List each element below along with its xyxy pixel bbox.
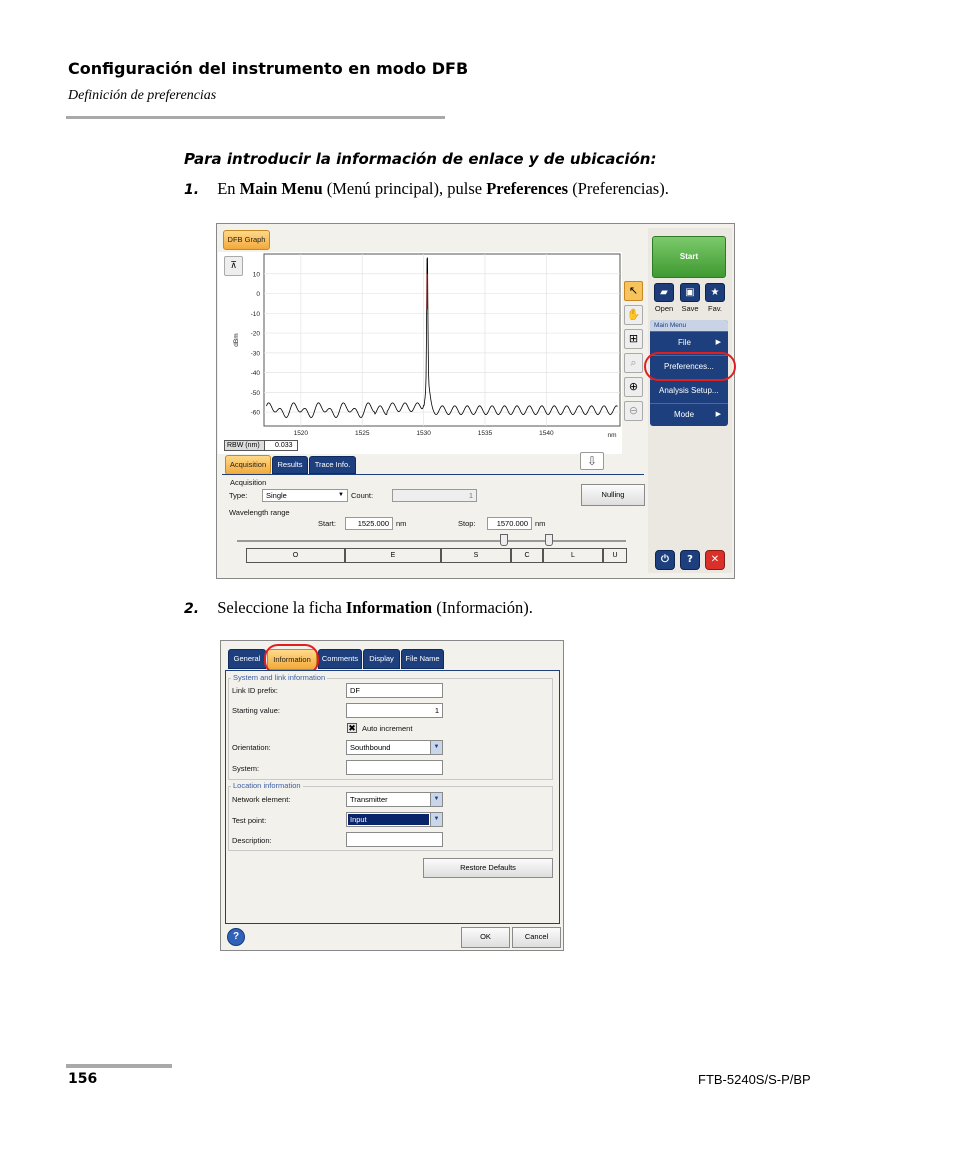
star-icon: ★	[710, 287, 720, 298]
chevron-down-icon: ▼	[338, 492, 344, 498]
step-1-text-c: (Preferencias).	[568, 179, 669, 198]
save-icon: ▣	[685, 287, 695, 298]
step-2-text-b: (Información).	[432, 598, 533, 617]
favorites-label: Fav.	[707, 304, 723, 313]
stop-unit: nm	[535, 519, 546, 528]
arrow-right-icon: ▶	[715, 411, 721, 418]
band-s: S	[441, 548, 511, 563]
page-number: 156	[68, 1071, 98, 1087]
x-tick-label: 1525	[354, 430, 370, 437]
step-1-text-a: En	[217, 179, 240, 198]
orientation-select[interactable]	[346, 740, 443, 755]
save-label: Save	[681, 304, 699, 313]
wavelength-range-label: Wavelength range	[229, 508, 290, 517]
menu-item-file-label: File	[678, 338, 691, 347]
tab-file-name[interactable]: File Name	[401, 649, 444, 669]
chevron-down-icon: ▼	[430, 741, 442, 754]
band-e: E	[345, 548, 441, 563]
step-1-bold-a: Main Menu	[239, 179, 323, 198]
system-link-legend: System and link information	[233, 673, 326, 682]
power-icon[interactable]: ⏻	[655, 550, 675, 570]
starting-value-input[interactable]: 1	[346, 703, 443, 718]
restore-defaults-button[interactable]: Restore Defaults	[423, 858, 553, 878]
help-icon[interactable]: ?	[680, 550, 700, 570]
pan-hand-icon[interactable]: ✋	[624, 305, 643, 325]
tab-comments[interactable]: Comments	[318, 649, 362, 669]
x-axis-label: nm	[607, 432, 617, 439]
tab-results[interactable]: Results	[272, 456, 308, 474]
menu-item-preferences-label: Preferences...	[664, 362, 714, 371]
test-point-select[interactable]	[346, 812, 443, 827]
type-label: Type:	[229, 491, 248, 500]
collapse-arrow-icon[interactable]: ⇩	[580, 452, 604, 470]
dfb-spectrum-chart	[218, 252, 622, 448]
chevron-down-icon: ▼	[430, 793, 442, 806]
x-tick-label: 1520	[293, 430, 309, 437]
step-1-text-b: (Menú principal), pulse	[322, 179, 487, 198]
start-wavelength-input[interactable]: 1525.000	[345, 517, 393, 530]
stop-wavelength-input[interactable]: 1570.000	[487, 517, 532, 530]
cancel-button[interactable]: Cancel	[512, 927, 561, 948]
network-element-label: Network element:	[232, 795, 291, 804]
system-label: System:	[232, 764, 260, 773]
tab-trace-info[interactable]: Trace Info.	[309, 456, 356, 474]
menu-item-file[interactable]	[650, 331, 728, 353]
y-tick-label: -10	[250, 310, 260, 318]
rbw-label: RBW (nm)	[225, 441, 265, 450]
y-tick-label: -50	[250, 389, 260, 397]
band-l: L	[543, 548, 603, 563]
x-tick-label: 1540	[539, 430, 554, 437]
link-prefix-input[interactable]: DF	[346, 683, 443, 698]
open-label: Open	[654, 304, 674, 313]
pointer-tool-icon[interactable]: ↖	[624, 281, 643, 301]
band-o: O	[246, 548, 345, 563]
step-1-number: 1.	[184, 182, 200, 198]
y-tick-label: 0	[256, 291, 260, 299]
link-prefix-label: Link ID prefix:	[232, 686, 278, 695]
procedure-title: Para introducir la información de enlace y de ubicación:	[184, 150, 657, 168]
y-tick-label: -30	[250, 350, 260, 358]
zoom-out-icon[interactable]: ⊖	[624, 401, 643, 421]
zoom-area-icon[interactable]: ⊞	[624, 329, 643, 349]
zoom-icon[interactable]: ⌕	[624, 353, 643, 373]
open-button[interactable]	[654, 283, 674, 302]
y-tick-label: -20	[250, 330, 260, 338]
y-tick-label: 10	[252, 271, 260, 279]
y-tick-label: -40	[250, 370, 260, 378]
tab-information[interactable]: Information	[267, 649, 317, 670]
network-element-value: Transmitter	[350, 795, 388, 804]
product-model: FTB-5240S/S-P/BP	[698, 1072, 811, 1087]
range-start-handle[interactable]	[500, 534, 508, 546]
arrow-right-icon: ▶	[715, 339, 721, 346]
type-select[interactable]	[262, 489, 348, 502]
rbw-value: 0.033	[275, 442, 293, 449]
step-1	[184, 179, 669, 199]
start-button[interactable]: Start	[652, 236, 726, 278]
y-axis-label: dBm	[233, 333, 240, 347]
tab-general[interactable]: General	[228, 649, 266, 669]
type-select-value: Single	[266, 491, 287, 500]
location-legend: Location information	[233, 781, 301, 790]
start-unit: nm	[396, 519, 407, 528]
auto-increment-checkbox[interactable]: ✖	[348, 723, 356, 733]
tab-underline	[222, 474, 644, 475]
save-button[interactable]	[680, 283, 700, 302]
nulling-button[interactable]: Nulling	[581, 484, 645, 506]
band-u: U	[603, 548, 627, 563]
x-tick-label: 1530	[416, 430, 431, 437]
dfb-graph-tab[interactable]: DFB Graph	[223, 230, 270, 250]
menu-item-mode-label: Mode	[674, 410, 695, 419]
main-menu-header: Main Menu	[650, 320, 728, 331]
description-input[interactable]	[346, 832, 443, 847]
count-label: Count:	[351, 491, 374, 500]
orientation-label: Orientation:	[232, 743, 271, 752]
system-input[interactable]	[346, 760, 443, 775]
x-tick-label: 1535	[477, 430, 493, 437]
header-rule	[66, 116, 445, 119]
menu-item-mode[interactable]	[650, 403, 728, 425]
tab-acquisition[interactable]: Acquisition	[225, 455, 271, 475]
section-subtitle: Definición de preferencias	[68, 88, 217, 103]
orientation-value: Southbound	[350, 743, 391, 752]
step-2	[184, 598, 533, 618]
count-field[interactable]: 1	[392, 489, 477, 502]
step-2-bold-a: Information	[345, 598, 433, 617]
marker-tool-icon[interactable]: ⊼	[224, 256, 243, 276]
help-icon[interactable]: ?	[227, 928, 245, 946]
acquisition-group-label: Acquisition	[230, 478, 267, 487]
start-label: Start:	[318, 519, 336, 528]
step-2-number: 2.	[184, 601, 200, 617]
auto-increment-label: Auto increment	[362, 724, 413, 733]
step-1-bold-b: Preferences	[486, 179, 569, 198]
step-2-text-a: Seleccione la ficha	[217, 598, 346, 617]
chevron-down-icon: ▼	[430, 813, 442, 826]
ok-button[interactable]: OK	[461, 927, 510, 948]
favorites-button[interactable]	[705, 283, 725, 302]
test-point-label: Test point:	[232, 816, 267, 825]
chapter-title: Configuración del instrumento en modo DFB	[68, 59, 469, 78]
network-element-select[interactable]	[346, 792, 443, 807]
rbw-readout	[224, 440, 298, 451]
range-stop-handle[interactable]	[545, 534, 553, 546]
tab-display[interactable]: Display	[363, 649, 400, 669]
menu-item-analysis-setup-label: Analysis Setup...	[659, 386, 719, 395]
starting-value-label: Starting value:	[232, 706, 280, 715]
band-c: C	[511, 548, 543, 563]
footer-rule	[66, 1064, 172, 1068]
y-tick-label: -60	[250, 409, 260, 417]
zoom-in-icon[interactable]: ⊕	[624, 377, 643, 397]
close-icon[interactable]: ✕	[705, 550, 725, 570]
menu-item-analysis-setup[interactable]	[650, 379, 728, 401]
plot-area	[264, 254, 620, 426]
folder-icon: ▰	[660, 287, 668, 298]
test-point-value: Input	[348, 814, 429, 825]
range-slider-track	[237, 540, 626, 542]
description-label: Description:	[232, 836, 272, 845]
stop-label: Stop:	[458, 519, 476, 528]
preferences-highlight	[644, 352, 736, 381]
